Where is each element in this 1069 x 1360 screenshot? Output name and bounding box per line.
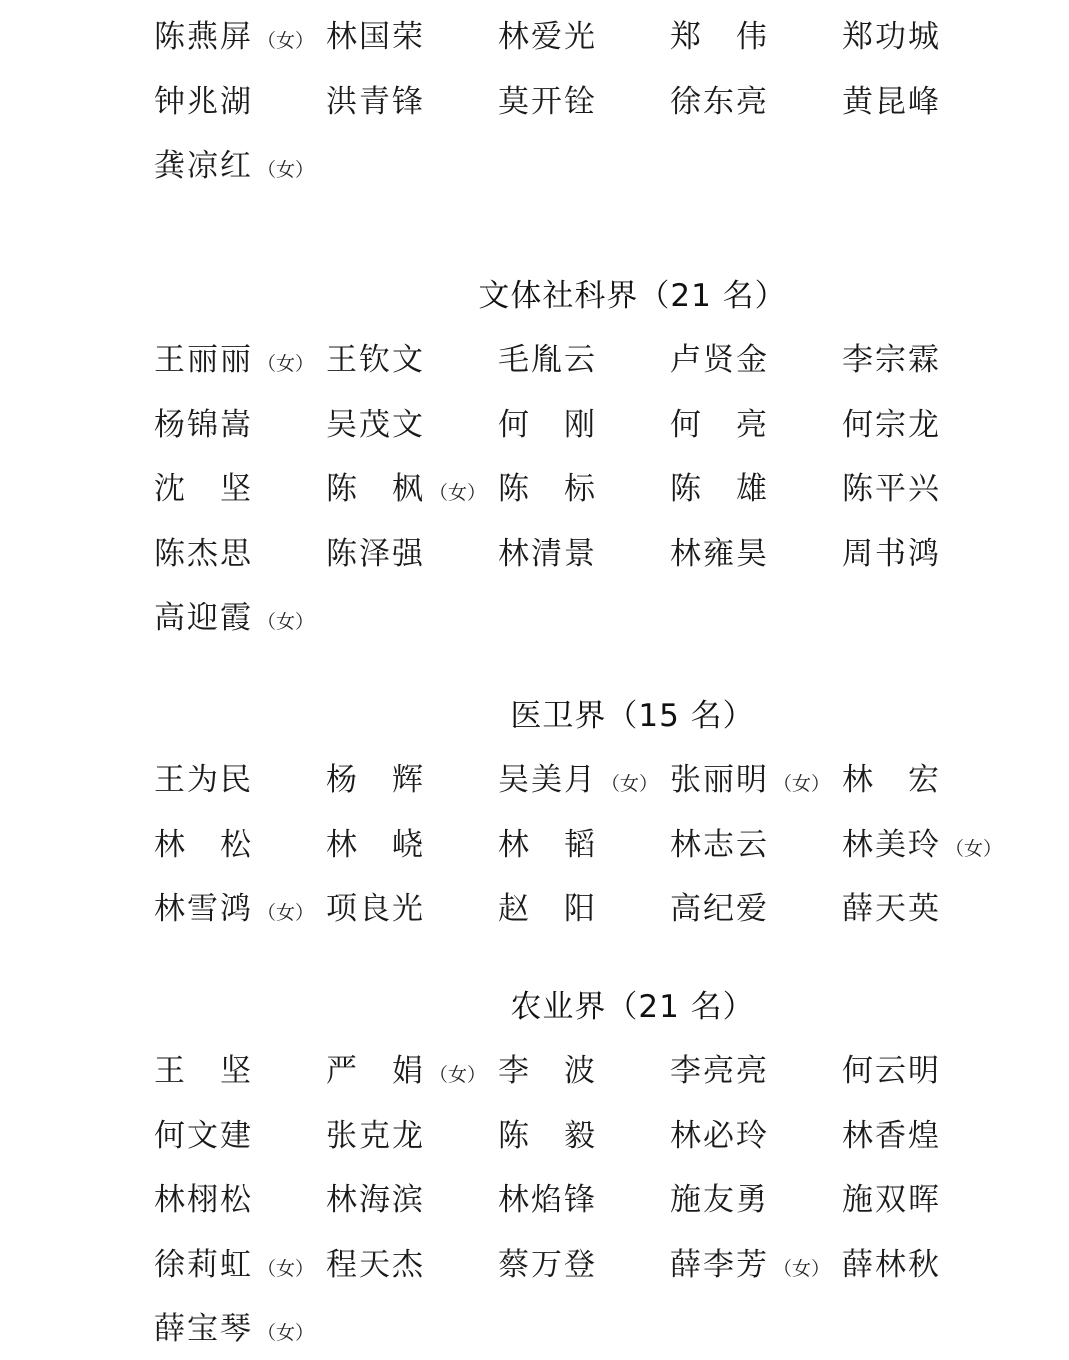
person-name: 林 韬: [498, 826, 597, 863]
person-name: 林海滨: [326, 1182, 425, 1218]
person-name: 施友勇: [670, 1182, 769, 1218]
person-name: 陈平兴: [842, 471, 941, 507]
person-name: 陈泽强: [326, 535, 425, 572]
name-entry: [498, 755, 658, 805]
gender-note: （女）: [945, 837, 1003, 860]
person-name: 林焰锋: [498, 1182, 597, 1218]
name-entry: [842, 335, 941, 385]
name-entry: [326, 820, 425, 870]
person-name: 李 波: [498, 1053, 597, 1089]
name-entry: [326, 1240, 425, 1290]
person-name: 何文建: [154, 1117, 253, 1154]
gender-note: （女）: [257, 611, 315, 633]
name-entry: [670, 755, 830, 805]
name-entry: [498, 820, 597, 870]
gender-note: （女）: [257, 30, 315, 52]
name-entry: [670, 335, 769, 385]
name-entry: [670, 1240, 830, 1290]
name-entry: [154, 141, 314, 191]
name-entry: [498, 884, 597, 934]
person-name: 莫开铨: [498, 83, 597, 120]
person-name: 王钦文: [326, 342, 425, 378]
person-name: 林必玲: [670, 1117, 769, 1154]
name-row: [0, 1240, 1069, 1290]
person-name: 高纪爱: [670, 891, 769, 927]
person-name: 王为民: [154, 762, 253, 798]
name-entry: [498, 464, 597, 514]
person-name: 赵 阳: [498, 891, 597, 927]
name-row: [0, 1175, 1069, 1225]
person-name: 周书鸿: [842, 535, 941, 572]
gender-note: （女）: [773, 1257, 831, 1280]
name-entry: [842, 755, 941, 805]
person-name: 陈 标: [498, 471, 597, 507]
name-entry: [326, 884, 425, 934]
name-entry: [670, 884, 769, 934]
name-entry: [842, 1175, 941, 1225]
person-name: 王 坚: [154, 1053, 253, 1089]
person-name: 林 宏: [842, 762, 941, 798]
name-entry: [154, 1175, 253, 1225]
person-name: 沈 坚: [154, 471, 253, 507]
name-entry: [326, 755, 425, 805]
person-name: 陈 枫: [326, 471, 425, 507]
name-row: [0, 335, 1069, 385]
gender-note: （女）: [429, 482, 487, 504]
person-name: 何 刚: [498, 406, 597, 443]
name-entry: [670, 1046, 769, 1096]
person-name: 黄昆峰: [842, 83, 941, 120]
name-entry: [670, 1175, 769, 1225]
name-entry: [842, 1046, 941, 1096]
name-entry: [154, 1046, 253, 1096]
person-name: 王丽丽: [154, 342, 253, 378]
gender-note: （女）: [257, 1257, 315, 1280]
name-entry: [154, 464, 253, 514]
name-entry: [154, 755, 253, 805]
name-entry: [326, 400, 425, 450]
name-entry: [154, 529, 253, 579]
person-name: 陈 毅: [498, 1117, 597, 1154]
person-name: 林栩松: [154, 1182, 253, 1218]
person-name: 洪青锋: [326, 83, 425, 120]
name-entry: [154, 77, 253, 127]
name-entry: [326, 464, 486, 514]
name-entry: [326, 77, 425, 127]
person-name: 林志云: [670, 826, 769, 863]
person-name: 徐东亮: [670, 83, 769, 120]
person-name: 李宗霖: [842, 342, 941, 378]
person-name: 郑 伟: [670, 19, 769, 55]
section-heading: 文体社科界（21 名）: [478, 278, 787, 314]
name-entry: [154, 593, 314, 643]
person-name: 张克龙: [326, 1117, 425, 1154]
name-entry: [842, 820, 1002, 870]
name-entry: [842, 12, 941, 62]
name-entry: [154, 400, 253, 450]
name-row: [0, 529, 1069, 579]
person-name: 林清景: [498, 535, 597, 572]
person-name: 薛宝琴: [154, 1311, 253, 1347]
name-entry: [498, 12, 597, 62]
person-name: 施双晖: [842, 1182, 941, 1218]
name-entry: [326, 529, 425, 579]
name-row: [0, 12, 1069, 62]
gender-note: （女）: [257, 902, 315, 924]
section-heading: 医卫界（15 名）: [510, 698, 755, 734]
person-name: 林美玲: [842, 826, 941, 863]
person-name: 高迎霞: [154, 600, 253, 636]
name-row: [0, 400, 1069, 450]
person-name: 何宗龙: [842, 406, 941, 443]
name-entry: [326, 12, 425, 62]
name-entry: [154, 335, 314, 385]
name-row: [0, 77, 1069, 127]
gender-note: （女）: [429, 1064, 487, 1086]
name-row: [0, 755, 1069, 805]
person-name: 林 松: [154, 826, 253, 863]
name-entry: [670, 1111, 769, 1161]
name-entry: [842, 464, 941, 514]
name-row: [0, 141, 1069, 191]
name-row: [0, 1046, 1069, 1096]
person-name: 毛胤云: [498, 342, 597, 378]
person-name: 钟兆湖: [154, 83, 253, 120]
person-name: 林国荣: [326, 19, 425, 55]
name-row: [0, 464, 1069, 514]
name-entry: [842, 400, 941, 450]
person-name: 林雍昊: [670, 535, 769, 572]
section-heading: 农业界（21 名）: [510, 989, 755, 1025]
name-entry: [154, 820, 253, 870]
name-entry: [326, 335, 425, 385]
person-name: 项良光: [326, 891, 425, 927]
name-row: [0, 1304, 1069, 1354]
name-row: [0, 884, 1069, 934]
name-entry: [498, 1175, 597, 1225]
person-name: 陈杰思: [154, 535, 253, 572]
gender-note: （女）: [257, 159, 315, 181]
name-entry: [842, 77, 941, 127]
name-entry: [498, 400, 597, 450]
name-entry: [154, 1240, 314, 1290]
person-name: 郑功城: [842, 19, 941, 55]
name-entry: [498, 1240, 597, 1290]
name-row: [0, 1111, 1069, 1161]
person-name: 卢贤金: [670, 342, 769, 378]
name-entry: [326, 1111, 425, 1161]
name-entry: [670, 400, 769, 450]
gender-note: （女）: [257, 1322, 315, 1344]
gender-note: （女）: [773, 773, 831, 795]
name-row: [0, 820, 1069, 870]
person-name: 林 峣: [326, 826, 425, 863]
person-name: 林爱光: [498, 19, 597, 55]
name-entry: [154, 1111, 253, 1161]
person-name: 蔡万登: [498, 1246, 597, 1283]
name-entry: [670, 820, 769, 870]
person-name: 吴茂文: [326, 406, 425, 443]
person-name: 薛李芳: [670, 1246, 769, 1283]
person-name: 严 娟: [326, 1053, 425, 1089]
name-entry: [154, 1304, 314, 1354]
person-name: 林香煌: [842, 1117, 941, 1154]
name-entry: [498, 1046, 597, 1096]
person-name: 何云明: [842, 1053, 941, 1089]
person-name: 薛林秋: [842, 1246, 941, 1283]
gender-note: （女）: [601, 773, 659, 795]
name-entry: [498, 1111, 597, 1161]
name-row: [0, 593, 1069, 643]
person-name: 龚凉红: [154, 148, 253, 184]
person-name: 李亮亮: [670, 1053, 769, 1089]
person-name: 杨 辉: [326, 762, 425, 798]
name-entry: [842, 1111, 941, 1161]
name-entry: [842, 1240, 941, 1290]
name-entry: [326, 1175, 425, 1225]
name-entry: [670, 12, 769, 62]
person-name: 陈燕屏: [154, 19, 253, 55]
person-name: 林雪鸿: [154, 891, 253, 927]
person-name: 陈 雄: [670, 471, 769, 507]
name-entry: [326, 1046, 486, 1096]
name-entry: [498, 529, 597, 579]
name-entry: [842, 884, 941, 934]
name-entry: [670, 77, 769, 127]
name-entry: [670, 464, 769, 514]
person-name: 薛天英: [842, 891, 941, 927]
name-entry: [154, 12, 314, 62]
name-entry: [498, 335, 597, 385]
name-entry: [154, 884, 314, 934]
name-entry: [498, 77, 597, 127]
person-name: 张丽明: [670, 762, 769, 798]
name-entry: [670, 529, 769, 579]
person-name: 徐莉虹: [154, 1246, 253, 1283]
person-name: 程天杰: [326, 1246, 425, 1283]
person-name: 杨锦嵩: [154, 406, 253, 443]
name-entry: [842, 529, 941, 579]
gender-note: （女）: [257, 353, 315, 375]
person-name: 何 亮: [670, 406, 769, 443]
person-name: 吴美月: [498, 762, 597, 798]
